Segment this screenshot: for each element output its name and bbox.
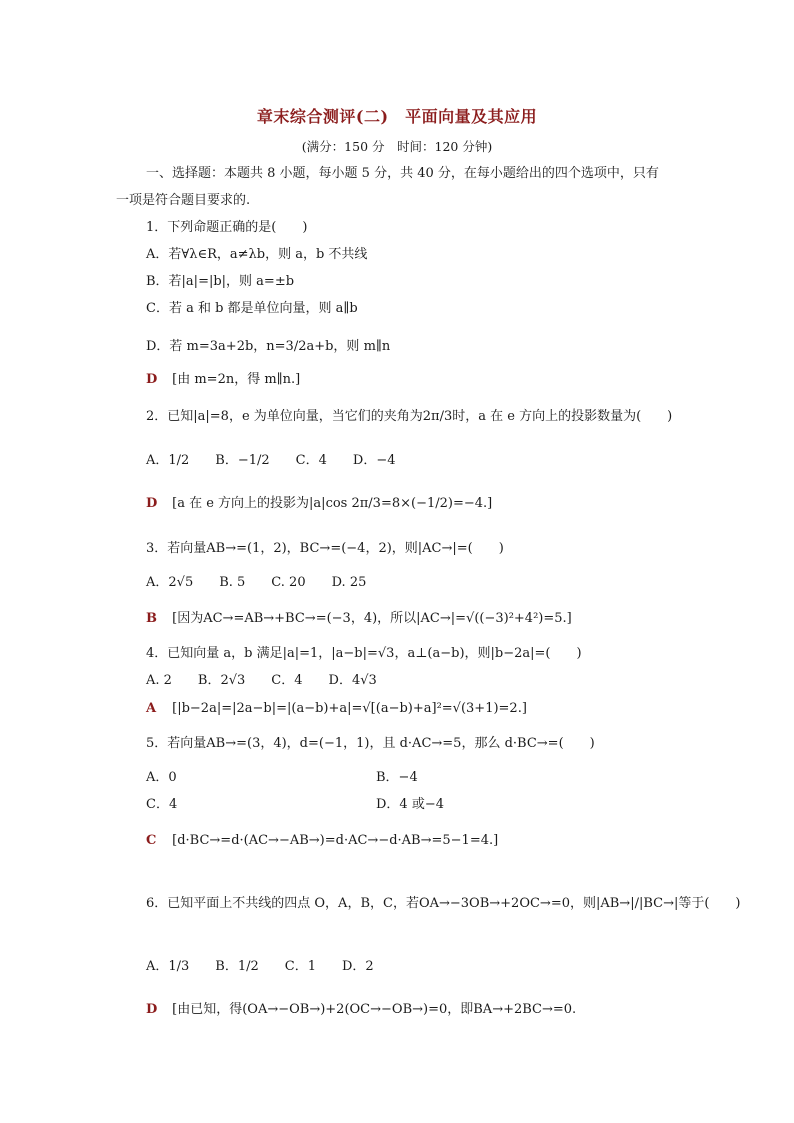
question-4-options: A. 2 B．2√3 C．4 D．4√3: [146, 673, 377, 688]
question-3-options: A．2√5 B. 5 C. 20 D. 25: [146, 575, 367, 590]
question-6-answer: [146, 1001, 576, 1019]
answer-letter: D: [146, 372, 158, 387]
question-1-option-a: A．若∀λ∈R，a≠λb，则 a，b 不共线: [146, 247, 368, 262]
answer-explanation: [由 m=2n，得 m∥n.]: [172, 372, 301, 387]
answer-letter: D: [146, 496, 158, 511]
answer-explanation: [a 在 e 方向上的投影为|a|cos 2π/3=8×(−1/2)=−4.]: [172, 496, 493, 511]
question-5-option-b: B．−4: [376, 770, 418, 785]
question-5-answer: [146, 832, 498, 850]
question-1-answer: [146, 371, 300, 389]
answer-letter: B: [146, 611, 157, 626]
question-1-option-c: C．若 a 和 b 都是单位向量，则 a∥b: [146, 301, 358, 316]
question-2-options: A．1/2 B．−1/2 C．4 D．−4: [146, 453, 396, 468]
question-1-stem: 1．下列命题正确的是( ): [146, 220, 308, 235]
answer-letter: A: [146, 701, 157, 716]
answer-letter: D: [146, 1002, 158, 1017]
question-3-answer: [146, 610, 572, 628]
question-1-option-d: D．若 m=3a+2b，n=3/2a+b，则 m∥n: [146, 339, 391, 354]
answer-explanation: [因为AC→=AB→+BC→=(−3，4)，所以|AC→|=√((−3)²+4²)=5.]: [172, 611, 572, 626]
question-6-stem: 6．已知平面上不共线的四点 O，A，B，C，若OA→−3OB→+2OC→=0，则|AB→|/|BC→|等于( ): [146, 896, 741, 911]
question-1-option-b: B．若|a|=|b|，则 a=±b: [146, 274, 295, 289]
section-intro-line2: 一项是符合题目要求的.: [116, 193, 251, 208]
answer-explanation: [d·BC→=d·(AC→−AB→)=d·AC→−d·AB→=5−1=4.]: [172, 833, 499, 848]
question-5-option-a: A．0: [146, 770, 177, 785]
answer-letter: C: [146, 833, 157, 848]
question-6-options: A．1/3 B．1/2 C．1 D．2: [146, 959, 374, 974]
question-5-stem: 5．若向量AB→=(3，4)，d=(−1，1)，且 d·AC→=5，那么 d·BC→=( ): [146, 736, 595, 751]
page-title: 章末综合测评(二) 平面向量及其应用: [256, 107, 538, 126]
question-4-answer: [146, 700, 527, 718]
answer-explanation: [由已知，得(OA→−OB→)+2(OC→−OB→)=0，即BA→+2BC→=0.: [172, 1002, 577, 1017]
question-2-answer: [146, 495, 492, 513]
question-4-stem: 4．已知向量 a，b 满足|a|=1，|a−b|=√3，a⊥(a−b)，则|b−2a|=( ): [146, 646, 582, 661]
question-2-stem: 2．已知|a|=8，e 为单位向量，当它们的夹角为2π/3时，a 在 e 方向上的投影数量为( ): [146, 409, 673, 424]
question-5-option-d: D．4 或−4: [376, 797, 444, 812]
page-subtitle: (满分：150 分 时间：120 分钟): [301, 139, 493, 154]
section-intro-line1: 一、选择题：本题共 8 小题，每小题 5 分，共 40 分，在每小题给出的四个选项中，只有: [146, 166, 659, 181]
question-3-stem: 3．若向量AB→=(1，2)，BC→=(−4，2)，则|AC→|=( ): [146, 541, 504, 556]
question-5-option-c: C．4: [146, 797, 178, 812]
answer-explanation: [|b−2a|=|2a−b|=|(a−b)+a|=√[(a−b)+a]²=√(3+1)=2.]: [172, 701, 527, 716]
